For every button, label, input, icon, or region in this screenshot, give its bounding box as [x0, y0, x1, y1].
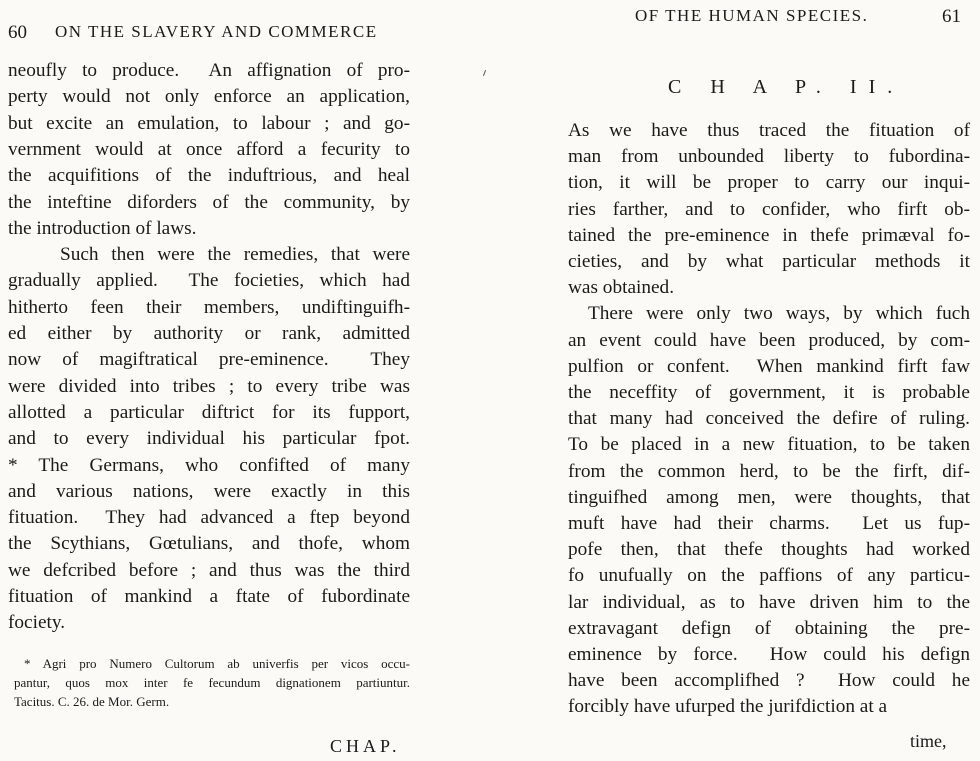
text-line: tained the pre-eminence in thefe primæval fo-	[568, 224, 970, 246]
text-line: and to every individual his particular fpot.	[8, 428, 410, 450]
right-page	[490, 0, 980, 761]
text-line: but excite an emulation, to labour ; and go-	[8, 112, 410, 134]
text-line: fituation. They had advanced a ftep beyond	[8, 507, 410, 529]
stray-mark	[483, 70, 486, 76]
text-line: neoufly to produce. An affignation of pro-	[8, 60, 410, 81]
text-line: was obtained.	[568, 277, 675, 299]
text-line: the introduction of laws.	[8, 217, 197, 239]
footnote-line: * Agri pro Numero Cultorum ab univerfis per vicos occu-	[24, 656, 410, 671]
text-line: forcibly have ufurped the jurifdiction at a	[568, 696, 888, 718]
footnote-line: Tacitus. C. 26. de Mor. Germ.	[14, 694, 170, 709]
text-line: now of magiftratical pre-eminence. They	[8, 349, 410, 371]
text-line: eminence by force. How could his defign	[568, 644, 970, 665]
chapter-heading: C H A P. II.	[668, 76, 905, 98]
text-line: the inteftine diforders of the community, by	[8, 191, 410, 213]
text-line: To be placed in a new fituation, to be taken	[568, 434, 970, 456]
text-line: from the common herd, to be the firft, dif-	[568, 460, 970, 482]
text-line: ed either by authority or rank, admitted	[8, 323, 410, 344]
page-number: 61	[942, 6, 961, 27]
text-line: lar individual, as to have driven him to the	[568, 591, 970, 613]
text-line: pulfion or confent. When mankind firft faw	[568, 355, 970, 377]
page-number: 60	[8, 22, 27, 43]
left-page	[0, 0, 470, 761]
text-line: Such then were the remedies, that were	[60, 244, 410, 266]
footnote-line: pantur, quos mox inter fe fecundum dignationem partiuntur.	[14, 675, 410, 690]
text-line: There were only two ways, by which fuch	[588, 303, 970, 325]
text-line: man from unbounded liberty to fubordina-	[568, 146, 970, 168]
text-line: * The Germans, who confifted of many	[8, 454, 410, 476]
text-line: fociety.	[8, 612, 66, 634]
text-line: ries farther, and to confider, who firft ob-	[568, 198, 970, 220]
text-line: the acquifitions of the induftrious, and heal	[8, 165, 410, 187]
text-line: were divided into tribes ; to every tribe was	[8, 375, 410, 397]
text-line: cieties, and by what particular methods it	[568, 251, 970, 272]
catchword: CHAP.	[330, 736, 401, 756]
text-line: perty would not only enforce an application,	[8, 86, 410, 108]
text-line: and various nations, were exactly in this	[8, 480, 410, 502]
catchword: time,	[910, 731, 947, 751]
text-line: allotted a particular diftrict for its fupport,	[8, 401, 410, 423]
text-line: pofe then, that thefe thoughts had worked	[568, 539, 970, 561]
text-line: the Scythians, Gœtulians, and thofe, whom	[8, 533, 410, 555]
text-line: an event could have been produced, by com-	[568, 329, 970, 351]
text-line: we defcribed before ; and thus was the third	[8, 559, 410, 581]
text-line: fituation of mankind a ftate of fubordinate	[8, 586, 410, 607]
text-line: the neceffity of government, it is probable	[568, 382, 970, 403]
running-head: OF THE HUMAN SPECIES.	[635, 6, 869, 25]
text-line: that many had conceived the defire of ruling.	[568, 408, 970, 430]
text-line: As we have thus traced the fituation of	[568, 120, 970, 141]
text-line: muft have had their charms. Let us fup-	[568, 513, 970, 534]
text-line: tinguifhed among men, were thoughts, that	[568, 486, 970, 508]
text-line: fo unufually on the paffions of any particu-	[568, 565, 970, 587]
text-line: extravagant defign of obtaining the pre-	[568, 617, 970, 639]
text-line: hitherto feen their members, undiftinguifh-	[8, 296, 410, 318]
text-line: gradually applied. The focieties, which had	[8, 270, 410, 292]
running-head: ON THE SLAVERY AND COMMERCE	[55, 22, 378, 41]
text-line: have been accomplifhed ? How could he	[568, 670, 970, 692]
text-line: vernment would at once afford a fecurity to	[8, 138, 410, 160]
text-line: tion, it will be proper to carry our inqui-	[568, 172, 970, 194]
